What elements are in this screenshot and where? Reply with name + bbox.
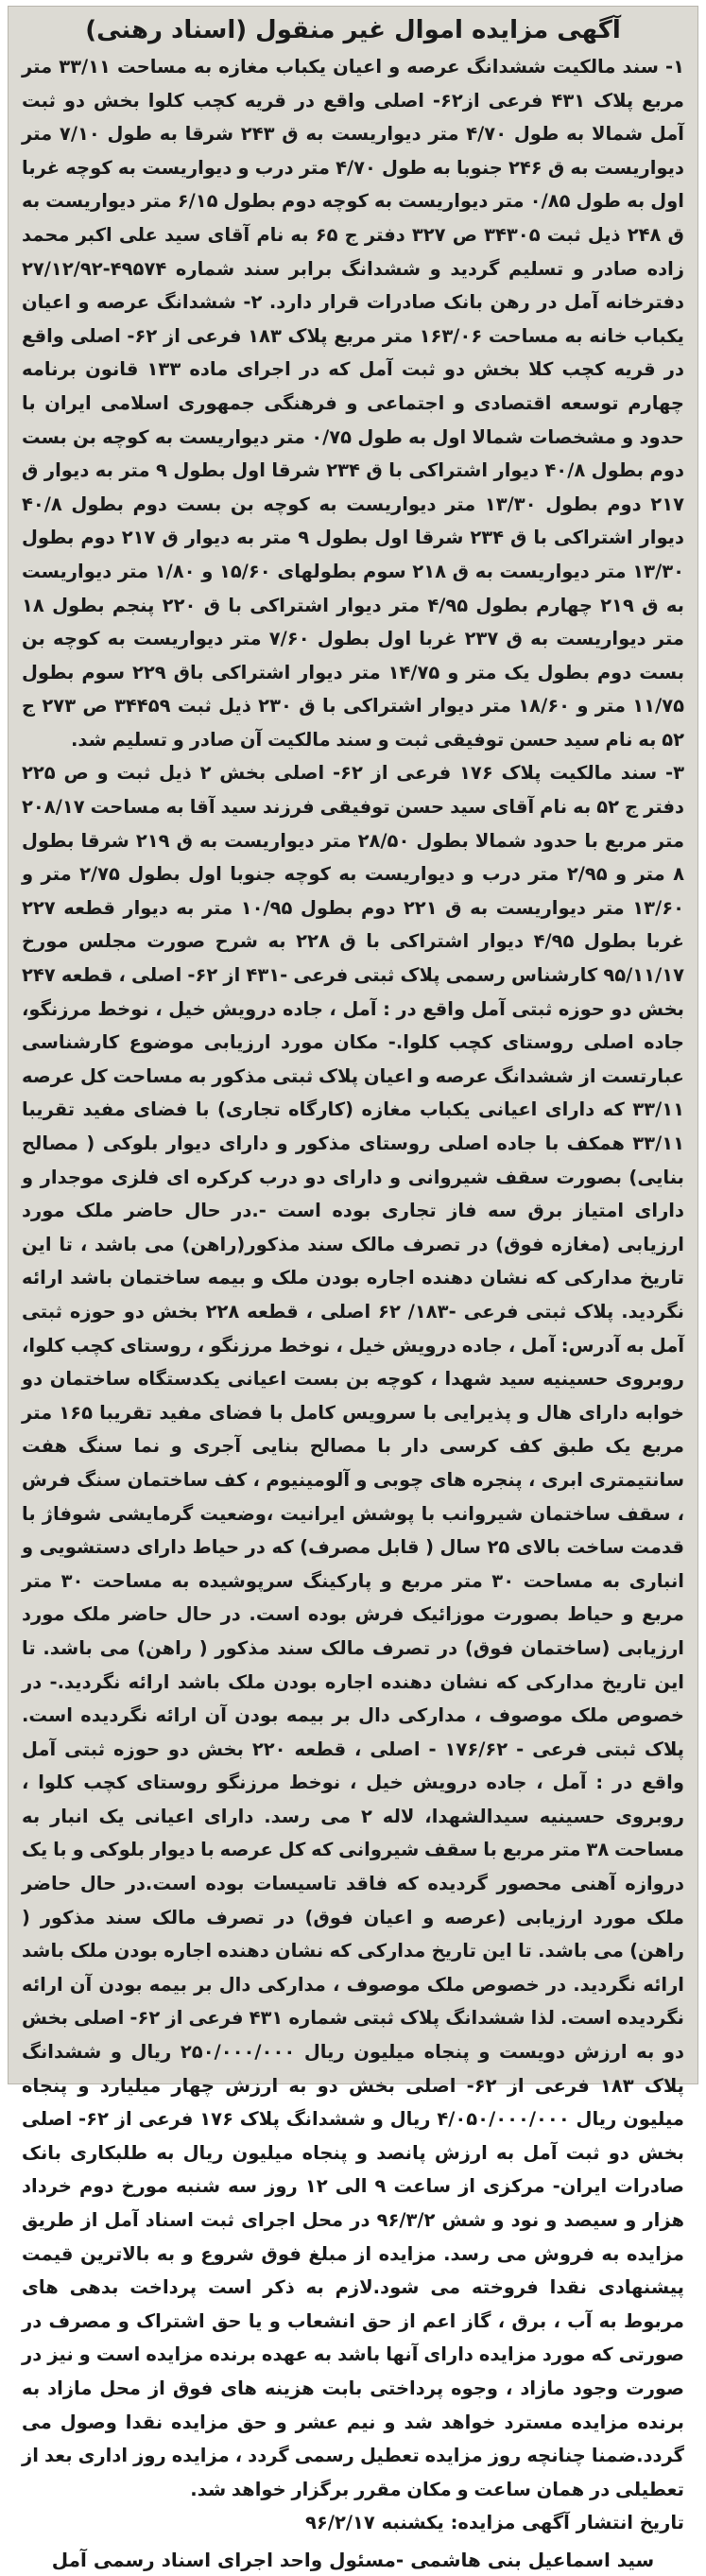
notice-clipping xyxy=(8,6,698,2571)
notice-paragraph-2: ۳- سند مالکیت پلاک ۱۷۶ فرعی از ۶۲- اصلی بخش ۲ ذیل ثبت و ص ۲۲۵ دفتر ج ۵۲ به نام آقای سید حسن توفیقی فرزند سید آقا به مساحت ۲۰۸/۱۷ متر مربع با حدود شمالا بطول ۲۸/۵۰ متر دیواریست به ق ۲۱۹ شرقا بطول ۸ متر و ۲/۹۵ متر درب و دیواریست به کوچه جنوبا اول بطول ۲/۷۵ متر و ۱۳/۶۰ متر دیواریست به ق ۲۲۱ دوم بطول ۱۰/۹۵ متر به دیوار قطعه ۲۲۷ غربا بطول ۴/۹۵ دیوار اشتراکی با ق ۲۲۸ به شرح صورت مجلس مورخ ۹۵/۱۱/۱۷ کارشناس رسمی پلاک ثبتی فرعی -۴۳۱ از ۶۲- اصلی ، قطعه ۲۴۷ بخش دو حوزه ثبتی آمل واقع در : آمل ، جاده درویش خیل ، نوخط مرزنگو، جاده اصلی روستای کچب کلوا.- مکان مورد ارزیابی موضوع کارشناسی عبارتست از ششدانگ عرصه و اعیان پلاک ثبتی مذکور به مساحت کل عرصه ۳۳/۱۱ که دارای اعیانی یکباب مغازه (کارگاه تجاری) با فضای مفید تقریبا ۳۳/۱۱ همکف با جاده اصلی روستای مذکور و دارای دیوار بلوکی ( مصالح بنایی) بصورت سقف شیروانی و دارای دو درب کرکره ای فلزی موجدار و دارای امتیاز برق سه فاز تجاری بوده است -.در حال حاضر ملک مورد ارزیابی (مغازه فوق) در تصرف مالک سند مذکور(راهن) می باشد ، تا این تاریخ مدارکی که نشان دهنده اجاره بودن ملک و بیمه ساختمان باشد ارائه نگردید. پلاک ثبتی فرعی -۱۸۳/ ۶۲ اصلی ، قطعه ۲۲۸ بخش دو حوزه ثبتی آمل به آدرس: آمل ، جاده درویش خیل ، نوخط مرزنگو ، روستای کچب کلوا، روبروی حسینیه سید شهدا ، کوچه بن بست اعیانی یکدستگاه ساختمان دو خوابه دارای هال و پذیرایی با سرویس کامل با فضای مفید تقریبا ۱۶۵ متر مربع یک طبق کف کرسی دار با مصالح بنایی آجری و نما سنگ هفت سانتیمتری ابری ، پنجره های چوبی و آلومینیوم ، کف ساختمان سنگ فرش ، سقف ساختمان شیروانب با پوشش ایرانیت ،وضعیت گرمایشی شوفاژ با قدمت ساخت بالای ۲۵ سال ( قابل مصرف) که در حیاط دارای دستشویی و انباری به مساحت ۳۰ متر مربع و پارکینگ سرپوشیده به مساحت ۳۰ متر مربع و حیاط بصورت موزائیک فرش بوده است. در حال حاضر ملک مورد ارزیابی (ساختمان فوق) در تصرف مالک سند مذکور ( راهن) می باشد. تا این تاریخ مدارکی که نشان دهنده اجاره بودن ملک باشد ارائه نگردید.- در خصوص ملک موصوف ، مدارکی دال بر بیمه بودن آن ارائه نگردیده است. پلاک ثبتی فرعی - ۱۷۶/۶۲ - اصلی ، قطعه ۲۲۰ بخش دو حوزه ثبتی آمل واقع در : آمل ، جاده درویش خیل ، نوخط مرزنگو روستای کچب کلوا ، روبروی حسینیه سیدالشهدا، لاله ۲ می رسد. دارای اعیانی یک انبار به مساحت ۳۸ متر مربع با سقف شیروانی که کل عرصه با دیوار بلوکی و با یک دروازه آهنی محصور گردیده که فاقد تاسیسات بوده است.در حال حاضر ملک مورد ارزیابی (عرصه و اعیان فوق) در تصرف مالک سند مذکور ( راهن) می باشد. تا این تاریخ مدارکی که نشان دهنده اجاره بودن ملک باشد ارائه نگردید. در خصوص ملک موصوف ، مدارکی دال بر بیمه بودن آن ارائه نگردیده است. لذا ششدانگ پلاک ثبتی شماره ۴۳۱ فرعی از ۶۲- اصلی بخش دو به ارزش دویست و پنجاه میلیون ریال ۲۵۰/۰۰۰/۰۰۰ ریال و ششدانگ پلاک ۱۸۳ فرعی از ۶۲- اصلی بخش دو به ارزش چهار میلیارد و پنجاه میلیون ریال ۴/۰۵۰/۰۰۰/۰۰۰ ریال و ششدانگ پلاک ۱۷۶ فرعی از ۶۲- اصلی بخش دو ثبت آمل به ارزش پانصد و پنجاه میلیون ریال به طلبکاری بانک صادرات ایران- مرکزی از ساعت ۹ الی ۱۲ روز سه شنبه مورخ دوم خرداد هزار و سیصد و نود و شش ۹۶/۳/۲ در محل اجرای ثبت اسناد آمل از طریق مزایده به فروش می رسد. مزایده از مبلغ فوق شروع و به بالاترین قیمت پیشنهادی نقدا فروخته می شود.لازم به ذکر است پرداخت بدهی های مربوط به آب ، برق ، گاز اعم از حق انشعاب و یا حق اشتراک و مصرف در صورتی که مورد مزایده دارای آنها باشد به عهده برنده مزایده است و نیز در صورت وجود مازاد ، وجوه پرداختی بابت هزینه های فوق از محل مازاد به برنده مزایده مسترد خواهد شد و نیم عشر و حق مزایده نقدا وصول می گردد.ضمنا چنانچه روز مزایده تعطیل رسمی گردد ، مزایده روز اداری بعد از تعطیلی در همان ساعت و مکان مقرر برگزار خواهد شد. xyxy=(22,762,685,2500)
notice-paragraph-1: ۱- سند مالکیت ششدانگ عرصه و اعیان یکباب مغازه به مساحت ۳۳/۱۱ متر مربع پلاک ۴۳۱ فرعی از۶۲- اصلی واقع در قریه کچب کلوا بخش دو ثبت آمل شمالا به طول ۴/۷۰ متر دیواریست به ق ۲۴۳ شرقا به طول ۷/۱۰ متر دیواریست به ق ۲۴۶ جنوبا به طول ۴/۷۰ متر درب و دیواریست به کوچه غربا اول به طول ۰/۸۵ متر دیواریست به کوچه دوم بطول ۶/۱۵ متر دیواریست به ق ۲۴۸ ذیل ثبت ۳۴۳۰۵ ص ۳۲۷ دفتر ج ۶۵ به نام آقای سید علی اکبر محمد زاده صادر و تسلیم گردید و ششدانگ برابر سند شماره ۴۹۵۷۴-۲۷/۱۲/۹۲ دفترخانه آمل در رهن بانک صادرات قرار دارد. ۲- ششدانگ عرصه و اعیان یکباب خانه به مساحت ۱۶۳/۰۶ متر مربع پلاک ۱۸۳ فرعی از ۶۲- اصلی واقع در قریه کچب کلا بخش دو ثبت آمل که در اجرای ماده ۱۳۳ قانون برنامه چهارم توسعه اقتصادی و اجتماعی و فرهنگی جمهوری اسلامی ایران با حدود و مشخصات شمالا اول به طول ۰/۷۵ متر دیواریست به کوچه بن بست دوم بطول ۴۰/۸ دیوار اشتراکی با ق ۲۳۴ شرقا اول بطول ۹ متر به دیوار ق ۲۱۷ دوم بطول ۱۳/۳۰ متر دیواریست به کوچه بن بست دوم بطول ۴۰/۸ دیوار اشتراکی با ق ۲۳۴ شرقا اول بطول ۹ متر به دیوار ق ۲۱۷ دوم بطول ۱۳/۳۰ متر دیواریست به ق ۲۱۸ سوم بطولهای ۱۵/۶۰ و ۱/۸۰ متر دیواریست به ق ۲۱۹ چهارم بطول ۴/۹۵ متر دیوار اشتراکی با ق ۲۲۰ پنجم بطول ۱۸ متر دیواریست به ق ۲۳۷ غربا اول بطول ۷/۶۰ متر دیواریست به کوچه بن بست دوم بطول یک متر و ۱۴/۷۵ متر دیوار اشتراکی باق ۲۲۹ سوم بطول ۱۱/۷۵ متر و ۱۸/۶۰ متر دیوار اشتراکی با ق ۲۳۰ ذیل ثبت ۳۴۴۵۹ ص ۲۷۳ ج ۵۲ به نام سید حسن توفیقی ثبت و سند مالکیت آن صادر و تسلیم شد. xyxy=(22,56,685,751)
notice-body xyxy=(22,50,684,2506)
signature-line: سید اسماعیل بنی هاشمی -مسئول واحد اجرای اسناد رسمی آمل xyxy=(51,2548,655,2571)
notice-title: آگهی مزایده اموال غیر منقول (اسناد رهنی) xyxy=(85,16,621,44)
publish-date: تاریخ انتشار آگهی مزایده: یکشنبه ۹۶/۲/۱۷ xyxy=(305,2512,684,2534)
